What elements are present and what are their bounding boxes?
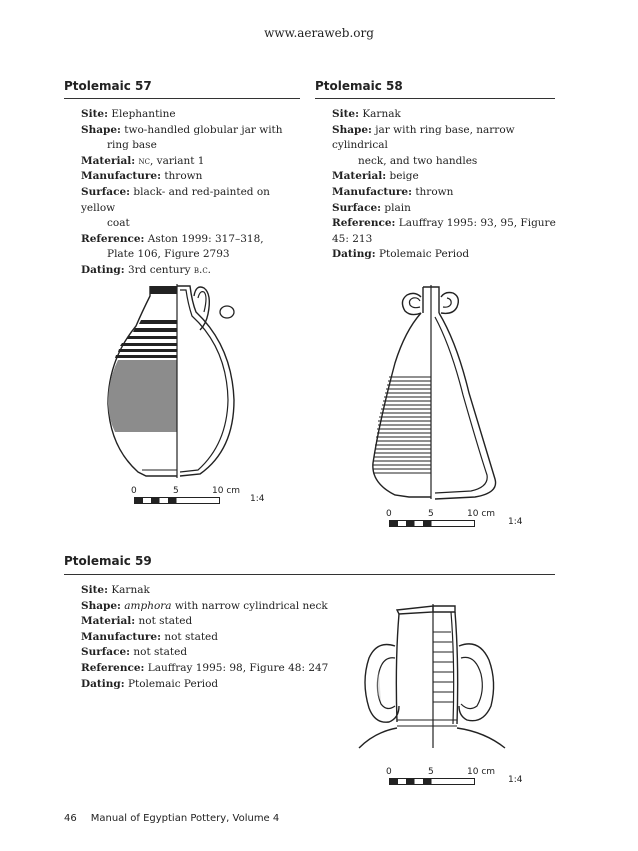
material-field: Material: nc, variant 1 bbox=[81, 154, 205, 167]
dating-field: Dating: Ptolemaic Period bbox=[81, 677, 219, 690]
entry-title-57: Ptolemaic 57 bbox=[64, 79, 152, 93]
shape-field-cont: ring base bbox=[107, 139, 157, 152]
site-field: Site: Karnak bbox=[81, 584, 150, 596]
title-rule-57 bbox=[64, 98, 300, 99]
scale-ruler-57 bbox=[134, 497, 220, 505]
material-field: Material: not stated bbox=[81, 615, 193, 628]
title-rule-58 bbox=[315, 98, 555, 99]
fields-59 bbox=[81, 583, 341, 692]
dating-field: Dating: 3rd century b.c. bbox=[81, 263, 212, 276]
scale-ruler-58 bbox=[389, 520, 475, 528]
book-title: Manual of Egyptian Pottery, Volume 4 bbox=[90, 813, 280, 824]
site-field: Site: Elephantine bbox=[81, 108, 176, 120]
material-field: Material: beige bbox=[332, 170, 419, 183]
scale-ruler-59 bbox=[389, 778, 475, 786]
vessel-drawing-58 bbox=[365, 283, 505, 503]
manufacture-field: Manufacture: not stated bbox=[81, 630, 218, 643]
entry-title-59: Ptolemaic 59 bbox=[64, 554, 152, 568]
site-url[interactable]: www.aeraweb.org bbox=[264, 26, 374, 40]
scale-bar-57: 0 5 10 cm 1:4 bbox=[131, 486, 265, 504]
scale-bar-59: 0 5 10 cm 1:4 bbox=[386, 767, 523, 785]
reference-field: Reference: Lauffray 1995: 93, 95, Figure 45: 213 bbox=[332, 217, 556, 245]
page-footer bbox=[64, 813, 293, 824]
vessel-drawing-57 bbox=[100, 282, 250, 480]
title-rule-59 bbox=[64, 574, 555, 575]
shape-field-cont: neck, and two handles bbox=[358, 154, 478, 167]
reference-field: Reference: Aston 1999: 317–318, bbox=[81, 232, 264, 245]
site-field: Site: Karnak bbox=[332, 108, 401, 120]
surface-field: Surface: plain bbox=[332, 201, 411, 214]
shape-field: Shape: jar with ring base, narrow cylindrical bbox=[332, 123, 515, 152]
vessel-drawing-59 bbox=[355, 602, 515, 752]
entry-title-58: Ptolemaic 58 bbox=[315, 79, 403, 93]
fields-58 bbox=[332, 107, 562, 263]
page-number: 46 bbox=[64, 813, 77, 824]
manufacture-field: Manufacture: thrown bbox=[81, 170, 203, 183]
surface-field-cont: coat bbox=[107, 217, 130, 230]
fields-57 bbox=[81, 107, 301, 279]
reference-field: Reference: Lauffray 1995: 98, Figure 48: 247 bbox=[81, 661, 329, 674]
scale-bar-58: 0 5 10 cm 1:4 bbox=[386, 509, 523, 527]
shape-field: Shape: two-handled globular jar with bbox=[81, 123, 283, 136]
manufacture-field: Manufacture: thrown bbox=[332, 185, 454, 198]
shape-field: Shape: amphora with narrow cylindrical neck bbox=[81, 599, 328, 612]
reference-field-cont: Plate 106, Figure 2793 bbox=[107, 248, 230, 261]
surface-field: Surface: black- and red-painted on yellow bbox=[81, 185, 270, 214]
surface-field: Surface: not stated bbox=[81, 646, 188, 659]
dating-field: Dating: Ptolemaic Period bbox=[332, 248, 470, 261]
